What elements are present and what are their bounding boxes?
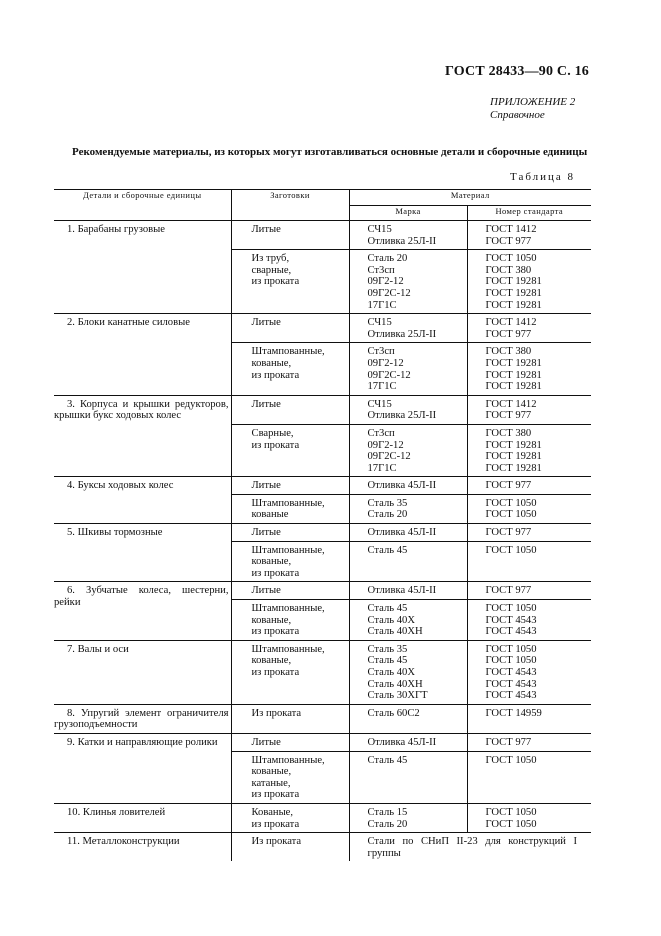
blank-line: Литые — [251, 736, 281, 748]
grade-content — [350, 477, 467, 494]
standard-content — [468, 542, 592, 559]
standard-line: ГОСТ 1050 — [485, 497, 537, 509]
blank-content — [232, 477, 349, 494]
detail-text — [54, 804, 231, 821]
standard-cell — [467, 751, 591, 803]
grade-line: 17Г1С — [367, 381, 397, 393]
blank-cell — [231, 600, 349, 641]
grade-cell — [349, 494, 467, 523]
grade-content — [350, 221, 467, 249]
blank-cell — [231, 424, 349, 476]
blank-line: Штампованные, — [251, 643, 325, 655]
standard-content — [468, 314, 592, 342]
grade-line: Отливка 25Л-II — [367, 410, 437, 422]
blank-line: Литые — [251, 585, 281, 597]
blank-content — [232, 425, 349, 453]
standard-cell — [467, 600, 591, 641]
blank-content — [232, 705, 349, 722]
detail-text — [54, 734, 231, 751]
col-header-details: Детали и сборочные единицы — [54, 190, 231, 221]
grade-line: Сталь 35 — [367, 497, 408, 509]
detail-cell — [54, 582, 231, 640]
detail-label: 2. Блоки канатные силовые — [67, 317, 190, 329]
blank-cell — [231, 541, 349, 582]
detail-cell — [54, 640, 231, 704]
standard-line: ГОСТ 977 — [485, 328, 532, 340]
table-row — [54, 733, 591, 751]
blank-line: Штампованные, — [251, 346, 325, 358]
detail-label: 11. Металлоконструкции — [67, 836, 180, 848]
standard-line: ГОСТ 1050 — [485, 655, 537, 667]
grade-cell — [349, 524, 467, 542]
standard-line: ГОСТ 4543 — [485, 667, 537, 678]
detail-cell — [54, 803, 231, 832]
grade-content — [350, 600, 467, 640]
grade-cell — [349, 582, 467, 600]
blank-cell — [231, 250, 349, 314]
detail-text — [54, 582, 231, 610]
detail-cell — [54, 221, 231, 314]
blank-content — [232, 641, 349, 681]
grade-content — [350, 752, 467, 769]
grade-line: СЧ15 — [367, 398, 392, 410]
standard-line: ГОСТ 19281 — [485, 357, 542, 369]
detail-label: 3. Корпуса и крышки редукторов, крышки букс ходовых колес — [54, 398, 229, 422]
standard-line: ГОСТ 1050 — [485, 603, 537, 615]
blank-line: кованые, — [251, 766, 292, 778]
grade-line: Сталь 45 — [367, 754, 408, 766]
blank-line: из проката — [251, 567, 300, 579]
blank-line: кованые, — [251, 614, 292, 626]
detail-label: 10. Клинья ловителей — [67, 806, 166, 818]
standard-content — [468, 804, 592, 832]
grade-content — [350, 582, 467, 599]
standard-content — [468, 582, 592, 599]
standard-line: ГОСТ 1050 — [485, 253, 537, 265]
table-row — [54, 221, 591, 250]
grade-cell — [349, 541, 467, 582]
blank-cell — [231, 477, 349, 495]
grade-cell — [349, 704, 467, 733]
grade-line: Ст3сп — [367, 427, 395, 439]
table-row — [54, 833, 591, 862]
blank-content — [232, 833, 349, 850]
grade-line: 09Г2С-12 — [367, 369, 411, 381]
standard-line: ГОСТ 1050 — [485, 509, 537, 521]
detail-label: 8. Упругий элемент ограничителя грузоподъемности — [54, 707, 229, 731]
blank-line: из проката — [251, 626, 300, 638]
standard-content — [468, 600, 592, 640]
blank-cell — [231, 640, 349, 704]
standard-content — [468, 250, 592, 313]
grade-line: Сталь 40Х — [367, 614, 415, 626]
standard-line: ГОСТ 4543 — [485, 614, 537, 626]
col-header-grade: Марка — [349, 206, 467, 221]
standard-line: ГОСТ 1050 — [485, 544, 537, 556]
detail-label: 6. Зубчатые колеса, шестерни, рейки — [54, 585, 229, 609]
standard-content — [468, 524, 592, 541]
grade-line: СЧ15 — [367, 224, 392, 235]
standard-content — [468, 641, 592, 704]
table-row — [54, 477, 591, 495]
blank-line: из проката — [251, 818, 300, 830]
table-caption: Рекомендуемые материалы, из которых могут изготавливаться основные детали и сборочные единицы — [72, 146, 588, 158]
grade-line: Сталь 60С2 — [367, 707, 420, 719]
table-body — [54, 221, 591, 862]
standard-cell — [467, 221, 591, 250]
standard-line: ГОСТ 19281 — [485, 369, 542, 381]
grade-cell — [349, 314, 467, 343]
standard-line: ГОСТ 19281 — [485, 299, 542, 311]
grade-cell — [349, 395, 467, 424]
grade-line: Сталь 20 — [367, 253, 408, 265]
detail-cell — [54, 477, 231, 524]
grade-content — [350, 804, 467, 832]
standard-line: ГОСТ 380 — [485, 264, 532, 276]
appendix-note: Справочное — [490, 109, 545, 121]
blank-line: сварные, — [251, 264, 292, 276]
standard-line: ГОСТ 1050 — [485, 643, 537, 655]
standard-line: ГОСТ 977 — [485, 527, 532, 539]
grade-line: Сталь 20 — [367, 818, 408, 830]
grade-content — [350, 425, 467, 476]
standard-line: ГОСТ 380 — [485, 346, 532, 358]
standard-content — [468, 705, 592, 722]
col-header-standard-no: Номер стандарта — [467, 206, 591, 221]
blank-line: Штампованные, — [251, 497, 325, 509]
blank-cell — [231, 803, 349, 832]
material-note: Стали по СНиП II-23 для конструкций I группы — [367, 836, 577, 859]
detail-cell — [54, 833, 231, 862]
grade-content — [350, 641, 467, 704]
grade-line: 17Г1С — [367, 299, 397, 311]
grade-cell — [349, 751, 467, 803]
standard-cell — [467, 541, 591, 582]
blank-line: Штампованные, — [251, 544, 325, 556]
standard-line: ГОСТ 1050 — [485, 754, 537, 766]
blank-content — [232, 221, 349, 238]
table-header — [54, 190, 591, 221]
standard-cell — [467, 803, 591, 832]
detail-text — [54, 524, 231, 541]
blank-content — [232, 734, 349, 751]
blank-line: Сварные, — [251, 427, 294, 439]
standard-line: ГОСТ 380 — [485, 427, 532, 439]
standard-content — [468, 343, 592, 394]
blank-cell — [231, 733, 349, 751]
blank-line: Литые — [251, 527, 281, 539]
standard-line: ГОСТ 1412 — [485, 224, 537, 235]
detail-cell — [54, 524, 231, 582]
grade-content — [350, 343, 467, 394]
blank-line: Литые — [251, 398, 281, 410]
standard-line: ГОСТ 4543 — [485, 678, 537, 690]
appendix-title: ПРИЛОЖЕНИЕ 2 — [490, 96, 576, 108]
blank-cell — [231, 751, 349, 803]
standard-line: ГОСТ 977 — [485, 585, 532, 597]
grade-line: Сталь 45 — [367, 544, 408, 556]
grade-line: Отливка 45Л-II — [367, 480, 437, 492]
standard-cell — [467, 640, 591, 704]
detail-text — [54, 221, 231, 238]
standard-line: ГОСТ 977 — [485, 480, 532, 492]
grade-cell — [349, 424, 467, 476]
grade-line: Отливка 25Л-II — [367, 235, 437, 247]
standard-line: ГОСТ 19281 — [485, 287, 542, 299]
blank-content — [232, 314, 349, 331]
table-row — [54, 803, 591, 832]
standard-line: ГОСТ 1412 — [485, 398, 537, 410]
standard-cell — [467, 733, 591, 751]
standard-line: ГОСТ 977 — [485, 235, 532, 247]
detail-label: 1. Барабаны грузовые — [67, 224, 165, 235]
grade-content — [350, 705, 467, 722]
standard-content — [468, 495, 592, 523]
detail-text — [54, 833, 231, 850]
grade-line: Сталь 45 — [367, 603, 408, 615]
blank-content — [232, 495, 349, 523]
standard-cell — [467, 343, 591, 395]
standard-cell — [467, 395, 591, 424]
standard-content — [468, 425, 592, 476]
standard-cell — [467, 477, 591, 495]
blank-line: Литые — [251, 224, 281, 235]
standard-cell — [467, 250, 591, 314]
blank-line: из проката — [251, 276, 300, 288]
grade-line: 17Г1С — [367, 462, 397, 474]
blank-line: кованые — [251, 509, 289, 521]
blank-line: Из проката — [251, 836, 302, 848]
grade-content — [350, 495, 467, 523]
standard-content — [468, 396, 592, 424]
blank-cell — [231, 314, 349, 343]
standard-line: ГОСТ 19281 — [485, 462, 542, 474]
blank-line: Из труб, — [251, 253, 290, 265]
blank-line: Литые — [251, 317, 281, 329]
grade-line: Отливка 45Л-II — [367, 585, 437, 597]
blank-line: Из проката — [251, 707, 302, 719]
detail-cell — [54, 704, 231, 733]
blank-content — [232, 343, 349, 383]
standard-line: ГОСТ 977 — [485, 410, 532, 422]
blank-line: из проката — [251, 667, 300, 678]
table-row — [54, 395, 591, 424]
blank-line: из проката — [251, 369, 300, 381]
grade-line: 09Г2С-12 — [367, 287, 411, 299]
grade-content — [350, 542, 467, 559]
blank-line: Штампованные, — [251, 754, 325, 766]
grade-line: Сталь 40ХН — [367, 626, 423, 638]
standard-cell — [467, 314, 591, 343]
table-row — [54, 640, 591, 704]
standard-cell — [467, 424, 591, 476]
detail-cell — [54, 314, 231, 396]
grade-cell — [349, 600, 467, 641]
grade-line: 09Г2-12 — [367, 357, 404, 369]
standard-cell — [467, 494, 591, 523]
blank-content — [232, 524, 349, 541]
standard-content — [468, 752, 592, 769]
appendix-block — [490, 96, 575, 122]
standard-line: ГОСТ 4543 — [485, 690, 537, 702]
detail-label: 4. Буксы ходовых колес — [67, 480, 174, 492]
blank-line: Кованые, — [251, 806, 294, 818]
blank-line: кованые, — [251, 655, 292, 667]
materials-table — [54, 189, 591, 861]
grade-line: Отливка 25Л-II — [367, 328, 437, 340]
blank-line: Литые — [251, 480, 281, 492]
grade-line: Ст3сп — [367, 346, 395, 358]
detail-cell — [54, 395, 231, 477]
blank-cell — [231, 395, 349, 424]
grade-line: 09Г2С-12 — [367, 451, 411, 463]
grade-cell — [349, 343, 467, 395]
detail-cell — [54, 733, 231, 803]
blank-content — [232, 600, 349, 640]
blank-cell — [231, 704, 349, 733]
grade-cell — [349, 250, 467, 314]
standard-line: ГОСТ 19281 — [485, 439, 542, 451]
blank-line: кованые, — [251, 556, 292, 568]
col-header-blanks: Заготовки — [231, 190, 349, 221]
blank-cell — [231, 524, 349, 542]
blank-content — [232, 396, 349, 413]
blank-line: из проката — [251, 439, 300, 451]
table-row — [54, 704, 591, 733]
standard-line: ГОСТ 1050 — [485, 806, 537, 818]
blank-cell — [231, 833, 349, 862]
grade-content — [350, 734, 467, 751]
blank-content — [232, 804, 349, 832]
standard-content — [468, 734, 592, 751]
grade-line: Сталь 35 — [367, 643, 408, 655]
blank-cell — [231, 582, 349, 600]
grade-line: Сталь 15 — [367, 806, 408, 818]
table-row — [54, 524, 591, 542]
blank-content — [232, 542, 349, 582]
grade-line: Ст3сп — [367, 264, 395, 276]
blank-line: катаные, — [251, 777, 291, 789]
grade-line: Отливка 45Л-II — [367, 736, 437, 748]
grade-line: 09Г2-12 — [367, 276, 404, 288]
detail-label: 7. Валы и оси — [67, 643, 129, 655]
grade-content — [350, 250, 467, 313]
blank-line: из проката — [251, 789, 300, 801]
detail-label: 5. Шкивы тормозные — [67, 527, 163, 539]
standard-content — [468, 477, 592, 494]
grade-line: Сталь 20 — [367, 509, 408, 521]
blank-line: кованые, — [251, 357, 292, 369]
blank-line: Штампованные, — [251, 603, 325, 615]
grade-cell — [349, 640, 467, 704]
table-number: Таблица 8 — [510, 171, 576, 183]
grade-line: Сталь 45 — [367, 655, 408, 667]
standard-line: ГОСТ 1050 — [485, 818, 537, 830]
table-row — [54, 314, 591, 343]
grade-line: СЧ15 — [367, 317, 392, 329]
standard-line: ГОСТ 19281 — [485, 381, 542, 393]
grade-cell — [349, 803, 467, 832]
grade-line: Сталь 30ХГТ — [367, 690, 428, 702]
grade-line: 09Г2-12 — [367, 439, 404, 451]
standard-cell — [467, 704, 591, 733]
grade-content — [350, 314, 467, 342]
page-header-standard: ГОСТ 28433—90 С. 16 — [445, 64, 589, 79]
col-header-material: Материал — [349, 190, 591, 206]
grade-cell — [349, 477, 467, 495]
standard-line: ГОСТ 19281 — [485, 276, 542, 288]
grade-cell — [349, 733, 467, 751]
grade-content — [350, 524, 467, 541]
table-row — [54, 582, 591, 600]
detail-text — [54, 314, 231, 331]
detail-text — [54, 641, 231, 658]
standard-line: ГОСТ 4543 — [485, 626, 537, 638]
blank-cell — [231, 494, 349, 523]
standard-cell — [467, 524, 591, 542]
blank-content — [232, 250, 349, 290]
standard-line: ГОСТ 19281 — [485, 451, 542, 463]
grade-line: Сталь 40Х — [367, 667, 415, 678]
detail-label: 9. Катки и направляющие ролики — [67, 736, 218, 748]
detail-text — [54, 705, 231, 733]
standard-cell — [467, 582, 591, 600]
blank-cell — [231, 221, 349, 250]
blank-content — [232, 752, 349, 803]
grade-line: Сталь 40ХН — [367, 678, 423, 690]
standard-line: ГОСТ 977 — [485, 736, 532, 748]
grade-content — [350, 396, 467, 424]
blank-content — [232, 582, 349, 599]
detail-text — [54, 396, 231, 424]
grade-line: Отливка 45Л-II — [367, 527, 437, 539]
standard-line: ГОСТ 14959 — [485, 707, 542, 719]
standard-content — [468, 221, 592, 249]
material-note-cell — [349, 833, 591, 862]
standard-line: ГОСТ 1412 — [485, 317, 537, 329]
grade-cell — [349, 221, 467, 250]
blank-cell — [231, 343, 349, 395]
detail-text — [54, 477, 231, 494]
